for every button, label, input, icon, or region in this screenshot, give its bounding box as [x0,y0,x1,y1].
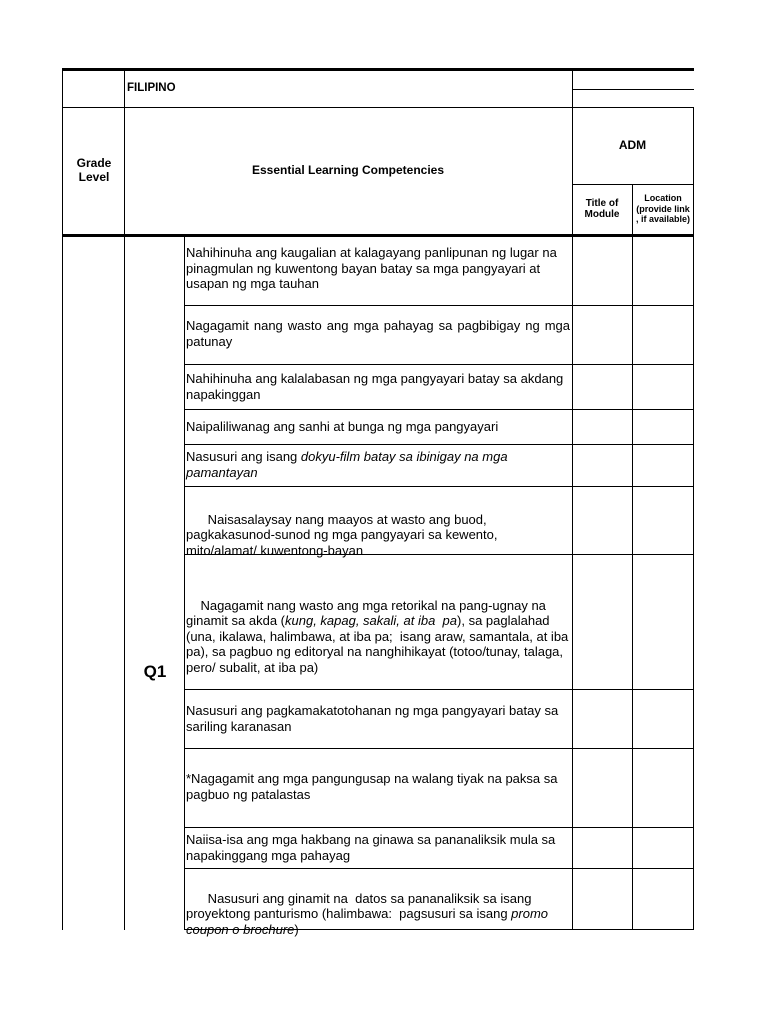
adm-header: ADM [618,138,647,152]
title-of-module-header: Title of Module [584,198,620,220]
competency-row: Nagagamit nang wasto ang mga pahayag sa pagbibigay ng mga patunay [186,318,570,349]
competency-row: Nasusuri ang isang dokyu-film batay sa ibinigay na mga pamantayan [186,449,508,480]
competency-row: Naisasalaysay nang maayos at wasto ang buod, pagkakasunod-sunod ng mga pangyayari sa kewento, mito/alamat/ kuwentong-bayan [186,511,502,558]
competency-row: Nagagamit nang wasto ang mga retorikal na pang-ugnay na ginamit sa akda (kung, kapag, sakali, at iba pa), sa paglalahad (una, ikalawa, halimbawa, at iba pa; isang araw, samantala, at iba pa), sa pagbuo ng editoryal na nanghihikayat (totoo/tunay, talaga, pero/ subalit, at iba pa) [186,597,572,675]
quarter-label: Q1 [143,662,167,681]
subject-label: FILIPINO [127,82,176,94]
competencies-header: Essential Learning Competencies [251,163,445,177]
competency-row: Nasusuri ang ginamit na datos sa pananaliksik sa isang proyektong panturismo (halimbawa: pagsusuri sa isang promo coupon o brochure) [186,890,552,937]
competency-row: Naiisa-isa ang mga hakbang na ginawa sa pananaliksik mula sa napakinggang mga pahayag [186,832,556,863]
location-header: Location (provide link , if available) [635,193,691,224]
competency-row: Nasusuri ang pagkamakatotohanan ng mga pangyayari batay sa sariling karanasan [186,703,559,734]
competency-row: Naipaliliwanag ang sanhi at bunga ng mga pangyayari [186,419,499,434]
competency-row: *Nagagamit ang mga pangungusap na walang tiyak na paksa sa pagbuo ng patalastas [186,771,558,802]
grade-level-header: Grade Level [76,156,112,184]
competency-row: Nahihinuha ang kalalabasan ng mga pangyayari batay sa akdang napakinggan [186,371,564,402]
competency-row: Nahihinuha ang kaugalian at kalagayang panlipunan ng lugar na pinagmulan ng kuwentong bayan batay sa mga pangyayari at usapan ng mga tauhan [186,245,557,291]
